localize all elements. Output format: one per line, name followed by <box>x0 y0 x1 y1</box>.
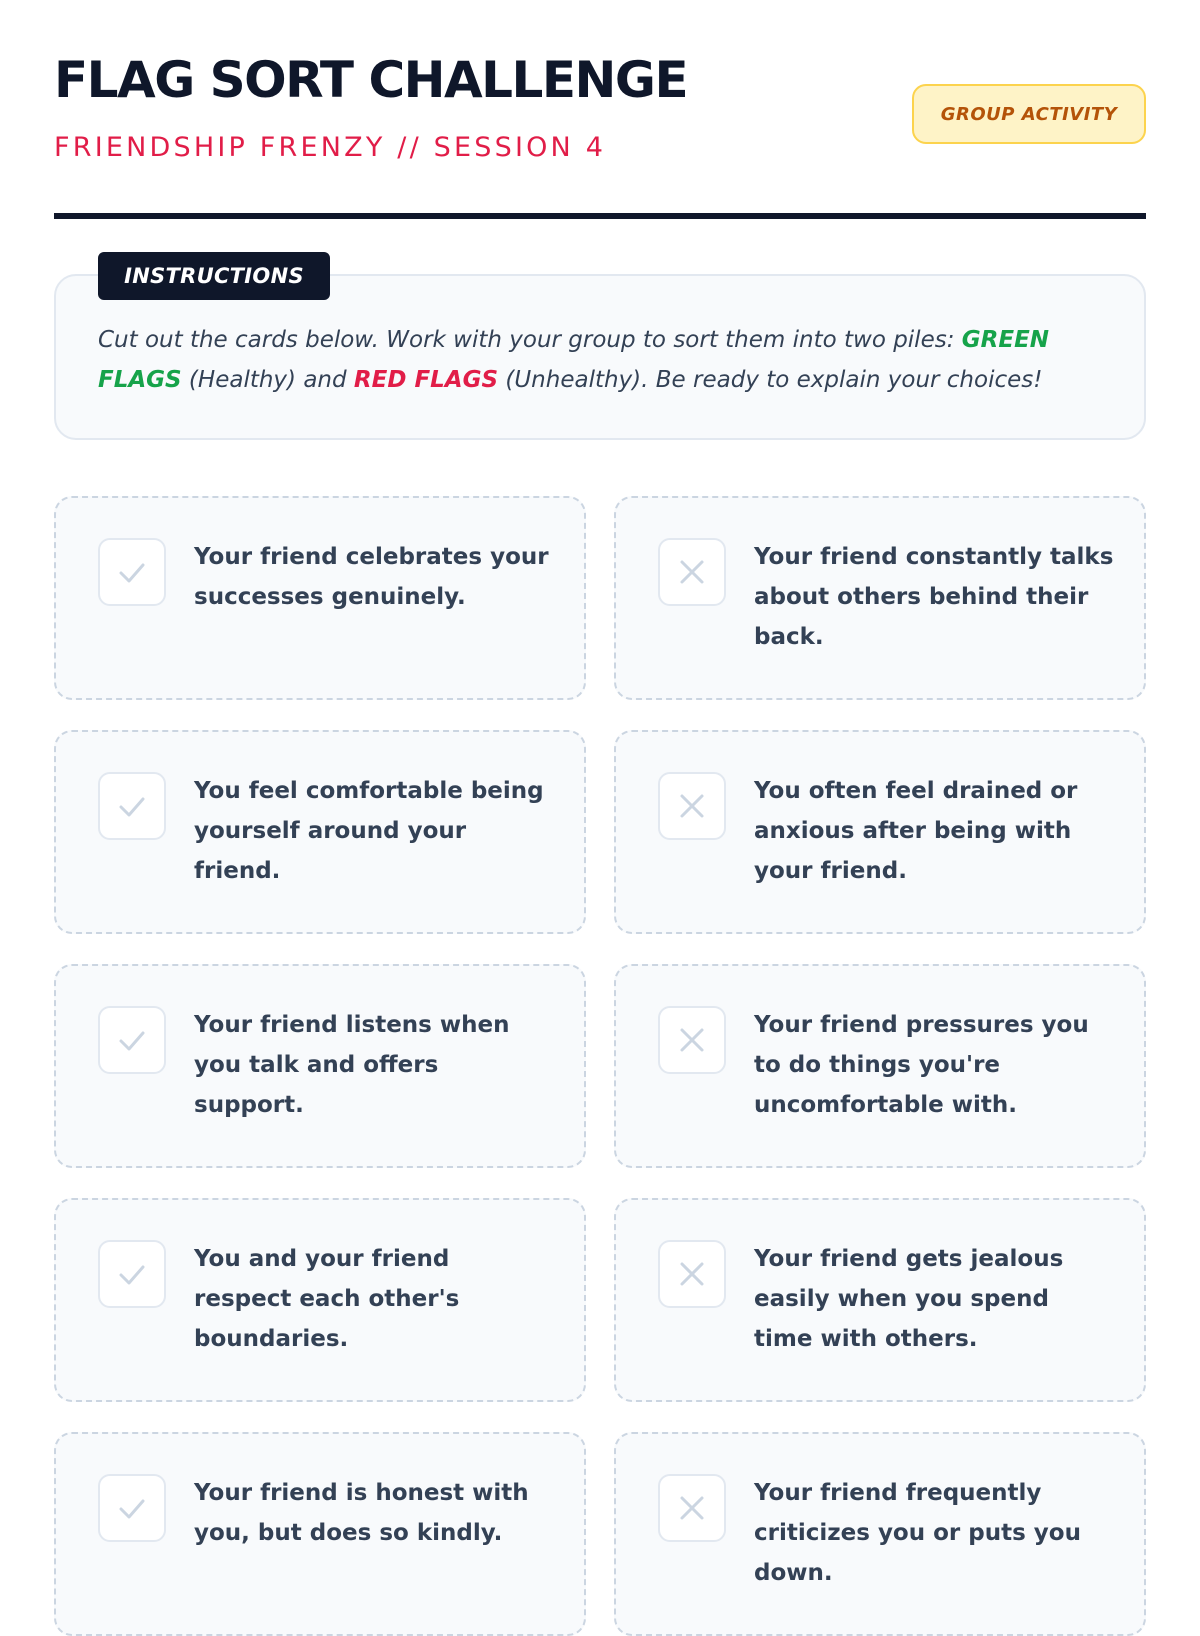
check-icon <box>115 1023 149 1057</box>
check-icon <box>115 789 149 823</box>
check-icon <box>115 1491 149 1525</box>
flag-card <box>614 730 1146 934</box>
green-flags-label: GREEN FLAGS <box>98 327 1050 393</box>
flag-card <box>54 730 586 934</box>
sort-checkbox[interactable] <box>658 538 726 606</box>
x-icon <box>677 791 707 821</box>
instructions-text <box>98 320 1104 400</box>
sort-checkbox[interactable] <box>658 772 726 840</box>
instructions-text-after: (Unhealthy). Be ready to explain your choices! <box>498 367 1043 393</box>
sort-checkbox[interactable] <box>658 1240 726 1308</box>
flag-card <box>614 496 1146 700</box>
flag-card-text: Your friend listens when you talk and offers support. <box>194 1012 510 1118</box>
flag-card <box>614 1198 1146 1402</box>
sort-checkbox[interactable] <box>98 1006 166 1074</box>
sort-checkbox[interactable] <box>98 1240 166 1308</box>
sort-checkbox[interactable] <box>98 538 166 606</box>
flag-card-text: Your friend celebrates your successes genuinely. <box>194 544 549 610</box>
x-icon <box>677 1259 707 1289</box>
sort-checkbox[interactable] <box>98 772 166 840</box>
flag-card-text: Your friend gets jealous easily when you spend time with others. <box>754 1246 1064 1352</box>
red-flags-label: RED FLAGS <box>353 367 499 393</box>
sort-checkbox[interactable] <box>658 1474 726 1542</box>
flag-card-text: You feel comfortable being yourself around your friend. <box>194 778 544 884</box>
instructions-text-middle: (Healthy) and <box>181 367 354 393</box>
check-icon <box>115 555 149 589</box>
flag-card-text: Your friend constantly talks about others behind their back. <box>754 544 1114 650</box>
x-icon <box>677 1493 707 1523</box>
sort-checkbox[interactable] <box>98 1474 166 1542</box>
flag-card <box>614 1432 1146 1636</box>
flag-card-text: You often feel drained or anxious after being with your friend. <box>754 778 1078 884</box>
flag-card-text: You and your friend respect each other's boundaries. <box>194 1246 460 1352</box>
check-icon <box>115 1257 149 1291</box>
x-icon <box>677 557 707 587</box>
sort-checkbox[interactable] <box>658 1006 726 1074</box>
flag-card-grid <box>54 496 1146 1636</box>
group-activity-badge: GROUP ACTIVITY <box>912 84 1146 144</box>
instructions-panel <box>54 264 1146 440</box>
header <box>54 0 1146 222</box>
header-divider <box>54 213 1146 219</box>
page-title: FLAG SORT CHALLENGE <box>54 51 688 109</box>
flag-card <box>54 964 586 1168</box>
x-icon <box>677 1025 707 1055</box>
flag-card <box>54 496 586 700</box>
instructions-label: INSTRUCTIONS <box>98 252 330 300</box>
instructions-text-before: Cut out the cards below. Work with your group to sort them into two piles: <box>98 327 962 353</box>
flag-card-text: Your friend is honest with you, but does so kindly. <box>194 1480 529 1546</box>
flag-card-text: Your friend pressures you to do things you're uncomfortable with. <box>754 1012 1089 1118</box>
flag-card <box>54 1198 586 1402</box>
flag-card <box>614 964 1146 1168</box>
flag-card <box>54 1432 586 1636</box>
page-subtitle: FRIENDSHIP FRENZY // SESSION 4 <box>54 132 607 163</box>
flag-card-text: Your friend frequently criticizes you or puts you down. <box>754 1480 1081 1586</box>
